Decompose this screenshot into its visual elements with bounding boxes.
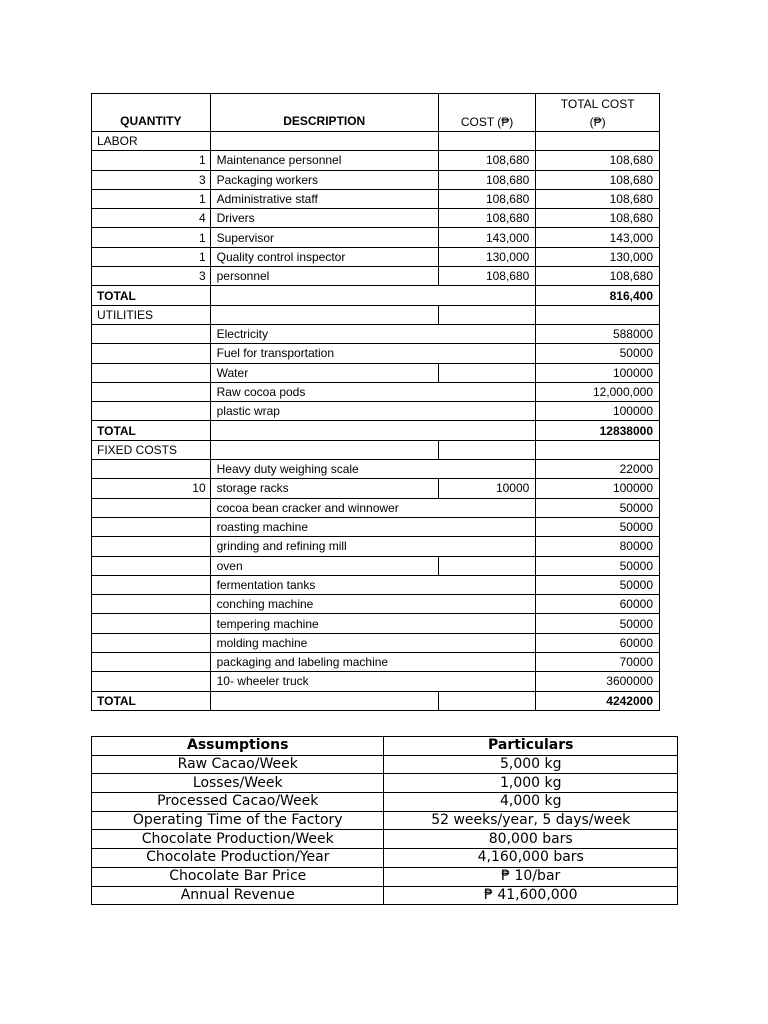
utilities-desc: Electricity — [210, 324, 438, 343]
labor-desc: Administrative staff — [210, 189, 438, 208]
labor-desc: Supervisor — [210, 228, 438, 247]
fixed-costs-section-row — [92, 440, 660, 459]
utilities-total-row — [92, 421, 660, 440]
fixed-desc: grinding and refining mill — [210, 537, 438, 556]
fixed-total: 70000 — [536, 653, 660, 672]
table-row — [92, 498, 660, 517]
labor-qty: 3 — [92, 267, 211, 286]
fixed-desc: oven — [210, 556, 438, 575]
table-row — [92, 575, 660, 594]
assumption-cell: Losses/Week — [92, 774, 384, 793]
cost-table-header-row — [92, 94, 660, 132]
particular-cell: 80,000 bars — [384, 830, 678, 849]
labor-qty: 1 — [92, 151, 211, 170]
fixed-total: 50000 — [536, 498, 660, 517]
fixed-desc: storage racks — [210, 479, 438, 498]
assumptions-table — [91, 736, 678, 905]
fixed-costs-total-value: 4242000 — [536, 691, 660, 710]
particular-cell: ₱ 41,600,000 — [384, 886, 678, 905]
table-row — [92, 811, 678, 830]
fixed-total: 22000 — [536, 460, 660, 479]
table-row — [92, 460, 660, 479]
labor-total: 108,680 — [536, 151, 660, 170]
table-row — [92, 556, 660, 575]
table-row — [92, 151, 660, 170]
table-row — [92, 793, 678, 812]
labor-total: 143,000 — [536, 228, 660, 247]
table-row — [92, 537, 660, 556]
labor-section-row — [92, 132, 660, 151]
particular-cell: ₱ 10/bar — [384, 867, 678, 886]
assumption-cell: Raw Cacao/Week — [92, 755, 384, 774]
labor-qty: 1 — [92, 247, 211, 266]
fixed-desc: cocoa bean cracker and winnower — [210, 498, 438, 517]
labor-cost: 108,680 — [438, 170, 536, 189]
fixed-total: 80000 — [536, 537, 660, 556]
table-row — [92, 247, 660, 266]
assumptions-header: Assumptions — [92, 737, 384, 756]
labor-cost: 108,680 — [438, 267, 536, 286]
table-row — [92, 363, 660, 382]
cost-table — [91, 93, 660, 711]
table-row — [92, 267, 660, 286]
utilities-desc: Fuel for transportation — [210, 344, 438, 363]
labor-cost: 108,680 — [438, 189, 536, 208]
fixed-costs-section-label: FIXED COSTS — [92, 440, 211, 459]
particular-cell: 52 weeks/year, 5 days/week — [384, 811, 678, 830]
particulars-header: Particulars — [384, 737, 678, 756]
table-row — [92, 228, 660, 247]
utilities-total: 100000 — [536, 363, 660, 382]
fixed-total: 100000 — [536, 479, 660, 498]
description-header: DESCRIPTION — [210, 94, 438, 132]
table-row — [92, 517, 660, 536]
table-row — [92, 672, 660, 691]
labor-cost: 130,000 — [438, 247, 536, 266]
particular-cell: 5,000 kg — [384, 755, 678, 774]
table-row — [92, 633, 660, 652]
assumptions-header-row — [92, 737, 678, 756]
fixed-total: 60000 — [536, 595, 660, 614]
fixed-desc: packaging and labeling machine — [210, 653, 438, 672]
labor-cost: 108,680 — [438, 151, 536, 170]
table-row — [92, 170, 660, 189]
table-row — [92, 479, 660, 498]
fixed-desc: tempering machine — [210, 614, 438, 633]
fixed-total: 3600000 — [536, 672, 660, 691]
fixed-costs-total-label: TOTAL — [92, 691, 211, 710]
labor-total: 108,680 — [536, 189, 660, 208]
labor-desc: Packaging workers — [210, 170, 438, 189]
fixed-desc: Heavy duty weighing scale — [210, 460, 438, 479]
total-cost-header-line2: (₱) — [589, 115, 606, 129]
table-row — [92, 867, 678, 886]
table-row — [92, 830, 678, 849]
assumption-cell: Operating Time of the Factory — [92, 811, 384, 830]
assumption-cell: Annual Revenue — [92, 886, 384, 905]
table-row — [92, 595, 660, 614]
table-row — [92, 402, 660, 421]
labor-qty: 1 — [92, 189, 211, 208]
labor-total: 108,680 — [536, 170, 660, 189]
labor-total-label: TOTAL — [92, 286, 211, 305]
fixed-desc: roasting machine — [210, 517, 438, 536]
labor-qty: 1 — [92, 228, 211, 247]
fixed-qty: 10 — [92, 479, 211, 498]
table-row — [92, 849, 678, 868]
particular-cell: 4,000 kg — [384, 793, 678, 812]
fixed-desc: conching machine — [210, 595, 438, 614]
fixed-total: 50000 — [536, 517, 660, 536]
assumption-cell: Chocolate Production/Year — [92, 849, 384, 868]
table-row — [92, 209, 660, 228]
table-row — [92, 755, 678, 774]
fixed-total: 50000 — [536, 614, 660, 633]
labor-desc: Drivers — [210, 209, 438, 228]
utilities-total: 100000 — [536, 402, 660, 421]
fixed-desc: molding machine — [210, 633, 438, 652]
fixed-total: 50000 — [536, 556, 660, 575]
utilities-total-label: TOTAL — [92, 421, 211, 440]
labor-total: 108,680 — [536, 267, 660, 286]
table-row — [92, 382, 660, 401]
table-row — [92, 324, 660, 343]
total-cost-header — [536, 94, 660, 132]
labor-total: 108,680 — [536, 209, 660, 228]
utilities-total-value: 12838000 — [536, 421, 660, 440]
fixed-total: 60000 — [536, 633, 660, 652]
labor-total: 130,000 — [536, 247, 660, 266]
assumption-cell: Processed Cacao/Week — [92, 793, 384, 812]
labor-total-value: 816,400 — [536, 286, 660, 305]
labor-cost: 108,680 — [438, 209, 536, 228]
utilities-section-row — [92, 305, 660, 324]
labor-total-row — [92, 286, 660, 305]
table-row — [92, 886, 678, 905]
utilities-total: 588000 — [536, 324, 660, 343]
fixed-cost: 10000 — [438, 479, 536, 498]
table-row — [92, 774, 678, 793]
labor-qty: 3 — [92, 170, 211, 189]
fixed-total: 50000 — [536, 575, 660, 594]
quantity-header: QUANTITY — [92, 94, 211, 132]
total-cost-header-line1: TOTAL COST — [560, 97, 635, 111]
fixed-desc: fermentation tanks — [210, 575, 438, 594]
utilities-desc: plastic wrap — [210, 402, 438, 421]
assumption-cell: Chocolate Bar Price — [92, 867, 384, 886]
labor-section-label: LABOR — [92, 132, 211, 151]
utilities-section-label: UTILITIES — [92, 305, 211, 324]
particular-cell: 1,000 kg — [384, 774, 678, 793]
labor-desc: Quality control inspector — [210, 247, 438, 266]
labor-desc: personnel — [210, 267, 438, 286]
table-row — [92, 653, 660, 672]
labor-qty: 4 — [92, 209, 211, 228]
utilities-desc: Water — [210, 363, 438, 382]
labor-desc: Maintenance personnel — [210, 151, 438, 170]
table-row — [92, 344, 660, 363]
utilities-total: 12,000,000 — [536, 382, 660, 401]
table-row — [92, 614, 660, 633]
particular-cell: 4,160,000 bars — [384, 849, 678, 868]
table-row — [92, 189, 660, 208]
labor-cost: 143,000 — [438, 228, 536, 247]
utilities-total: 50000 — [536, 344, 660, 363]
utilities-desc: Raw cocoa pods — [210, 382, 438, 401]
assumption-cell: Chocolate Production/Week — [92, 830, 384, 849]
cost-header: COST (₱) — [438, 94, 536, 132]
fixed-desc: 10- wheeler truck — [210, 672, 438, 691]
fixed-costs-total-row — [92, 691, 660, 710]
